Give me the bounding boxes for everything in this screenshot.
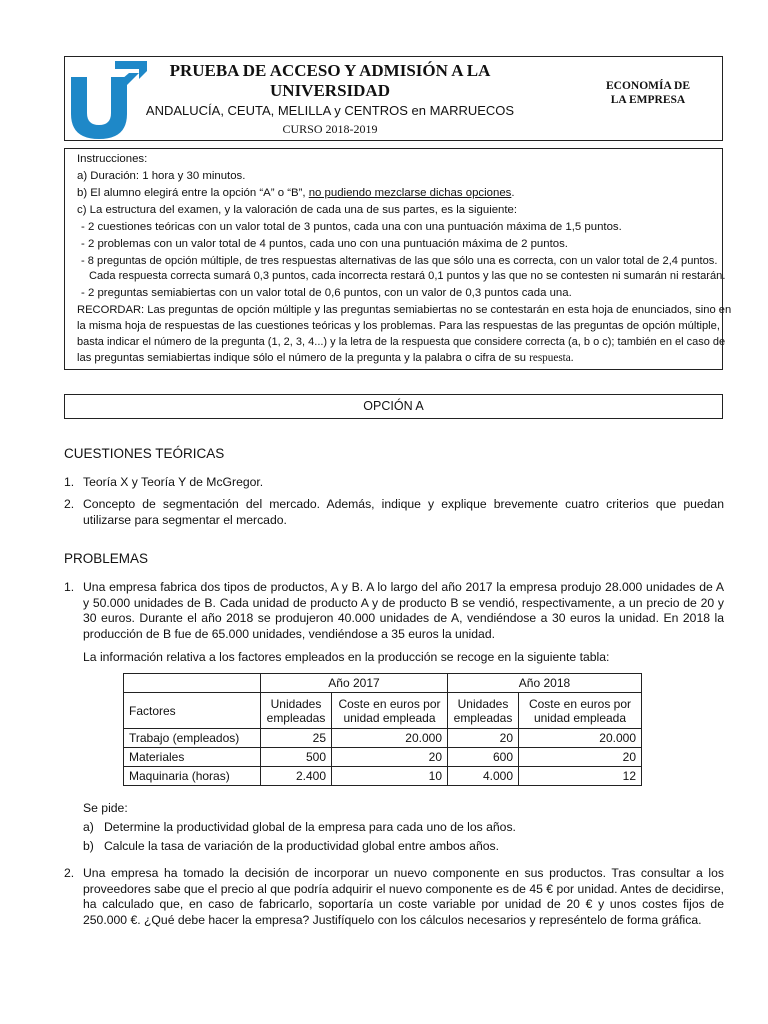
problems-heading: PROBLEMAS: [64, 551, 149, 566]
table-col-cost-2017: Coste en euros por unidad empleada: [332, 693, 448, 729]
table-year-2017: Año 2017: [261, 674, 448, 693]
table-cell-cost-2018: 20.000: [519, 729, 642, 748]
reminder-line4-text: las preguntas semiabiertas indique sólo el número de la pregunta y la palabra o cifra de su: [77, 352, 530, 364]
subject-line2: LA EMPRESA: [610, 94, 686, 106]
table-subheader-row: [124, 693, 642, 729]
table-cell-units-2018: 20: [448, 729, 519, 748]
problem-2: [64, 866, 724, 930]
problem-1-table-intro: La información relativa a los factores empleados en la producción se recoge en la siguiente tabla:: [83, 650, 610, 664]
instruction-d3b: Cada respuesta correcta sumará 0,3 puntos, cada incorrecta restará 0,1 puntos y las que no se contesten ni sumarán ni restarán.: [89, 270, 726, 282]
problem-1-part-b: b) Calcule la tasa de variación de la productividad global entre ambos años.: [83, 839, 499, 853]
exam-title-line1: PRUEBA DE ACCESO Y ADMISIÓN A LA: [169, 61, 491, 80]
instructions-heading: Instrucciones:: [77, 153, 148, 165]
table-cell-cost-2017: 10: [332, 767, 448, 786]
table-cell-cost-2017: 20: [332, 748, 448, 767]
instruction-a: a) Duración: 1 hora y 30 minutos.: [77, 170, 246, 182]
problem-1-number: 1.: [64, 580, 75, 594]
instruction-d4: - 2 preguntas semiabiertas con un valor total de 0,6 puntos, con un valor de 0,3 puntos cada una.: [81, 287, 572, 299]
instruction-b-text: b) El alumno elegirá entre la opción “A” o “B”,: [77, 187, 309, 199]
table-col-units-2018: Unidades empleadas: [448, 693, 519, 729]
problem-1-part-a: a) Determine la productividad global de la empresa para cada uno de los años.: [83, 820, 516, 834]
table-empty-header: [124, 674, 261, 693]
table-year-2018: Año 2018: [448, 674, 642, 693]
header-box: [64, 56, 723, 141]
theory-question-2-text: Concepto de segmentación del mercado. Además, indique y explique brevemente cuatro criterios que puedan utilizarse para segmentar el mercado.: [83, 497, 724, 527]
theory-question-1-number: 1.: [64, 475, 75, 489]
problem-1-ask: Se pide:: [83, 801, 128, 815]
theory-question-2: [64, 497, 724, 529]
instruction-b-underlined: no pudiendo mezclarse dichas opciones: [308, 187, 512, 199]
table-cell-factor: Materiales: [124, 748, 261, 767]
instruction-d1: - 2 cuestiones teóricas con un valor total de 3 puntos, cada una con una puntuación máxima de 1,5 puntos.: [81, 221, 622, 233]
reminder-line3: basta indicar el número de la pregunta (1, 2, 3, 4...) y la letra de la respuesta que considere correcta (a, b o c); también en el caso de: [77, 336, 726, 348]
table-cell-cost-2017: 20.000: [332, 729, 448, 748]
theory-question-1-text: Teoría X y Teoría Y de McGregor.: [83, 475, 264, 489]
theory-question-1: [64, 475, 724, 491]
reminder-line2: la misma hoja de respuestas de las cuestiones teóricas y los problemas. Para las respuestas de las preguntas de opción múltiple,: [77, 320, 721, 332]
instruction-d3a: - 8 preguntas de opción múltiple, de tres respuestas alternativas de las que sólo una es correcta, con un valor total de 2,4 puntos.: [81, 255, 718, 267]
exam-course: CURSO 2018-2019: [282, 122, 378, 136]
table-row: [124, 767, 642, 786]
reminder-line4: [77, 352, 714, 364]
table-cell-units-2017: 500: [261, 748, 332, 767]
instruction-c: c) La estructura del examen, y la valoración de cada una de sus partes, es la siguiente:: [77, 204, 518, 216]
option-title: OPCIÓN A: [64, 394, 723, 419]
table-header-row: [124, 674, 642, 693]
table-cell-factor: Trabajo (empleados): [124, 729, 261, 748]
table-col-cost-2018: Coste en euros por unidad empleada: [519, 693, 642, 729]
exam-title-line2: UNIVERSIDAD: [270, 81, 390, 100]
theory-heading: CUESTIONES TEÓRICAS: [64, 446, 225, 461]
problem-2-number: 2.: [64, 866, 75, 880]
reminder-line4-end: respuesta.: [529, 352, 574, 364]
theory-question-2-number: 2.: [64, 497, 75, 511]
reminder-line1: RECORDAR: Las preguntas de opción múltiple y las preguntas semiabiertas no se contestarán en esta hoja de enunciados, sino en: [77, 304, 732, 316]
instructions-box: [64, 148, 732, 370]
factors-table: [123, 673, 642, 786]
exam-subject: [588, 79, 708, 107]
problem-1: [64, 580, 724, 644]
table-row: [124, 748, 642, 767]
instruction-d2: - 2 problemas con un valor total de 4 puntos, cada uno con una puntuación máxima de 2 puntos.: [81, 238, 568, 250]
subject-line1: ECONOMÍA DE: [605, 80, 691, 92]
table-col-factor: Factores: [124, 693, 261, 729]
instruction-b: [77, 187, 714, 199]
table-cell-units-2017: 2.400: [261, 767, 332, 786]
instruction-b-suffix: .: [511, 187, 515, 199]
table-cell-units-2017: 25: [261, 729, 332, 748]
table-cell-units-2018: 600: [448, 748, 519, 767]
table-row: [124, 729, 642, 748]
problem-1-text: Una empresa fabrica dos tipos de productos, A y B. A lo largo del año 2017 la empresa produjo 28.000 unidades de A y 50.000 unidades de B. Cada unidad de producto A y de producto B se vendió, respectivamente, a un precio de 20 y 30 euros. Durante el año 2018 se produjeron 40.000 unidades de A, vendiéndose a 30 euros la unidad. En 2018 la producción de B fue de 65.000 unidades, vendiéndose a 35 euros la unidad.: [83, 580, 724, 641]
table-col-units-2017: Unidades empleadas: [261, 693, 332, 729]
table-cell-factor: Maquinaria (horas): [124, 767, 261, 786]
exam-region: ANDALUCÍA, CEUTA, MELILLA y CENTROS en MARRUECOS: [145, 103, 515, 118]
problem-2-text: Una empresa ha tomado la decisión de incorporar un nuevo componente en sus productos. Tras consultar a los proveedores sabe que el precio al que podría adquirir el nuevo componente es de 45 € por unidad. Antes de decidirse, ha calculado que, en caso de fabricarlo, soportaría un coste variable por unidad de 20 € y unos costes fijos de 250.000 €. ¿Qué debe hacer la empresa? Justifíquelo con los cálculos necesarios y represéntelo de forma gráfica.: [83, 866, 724, 927]
table-cell-cost-2018: 12: [519, 767, 642, 786]
table-cell-cost-2018: 20: [519, 748, 642, 767]
table-cell-units-2018: 4.000: [448, 767, 519, 786]
